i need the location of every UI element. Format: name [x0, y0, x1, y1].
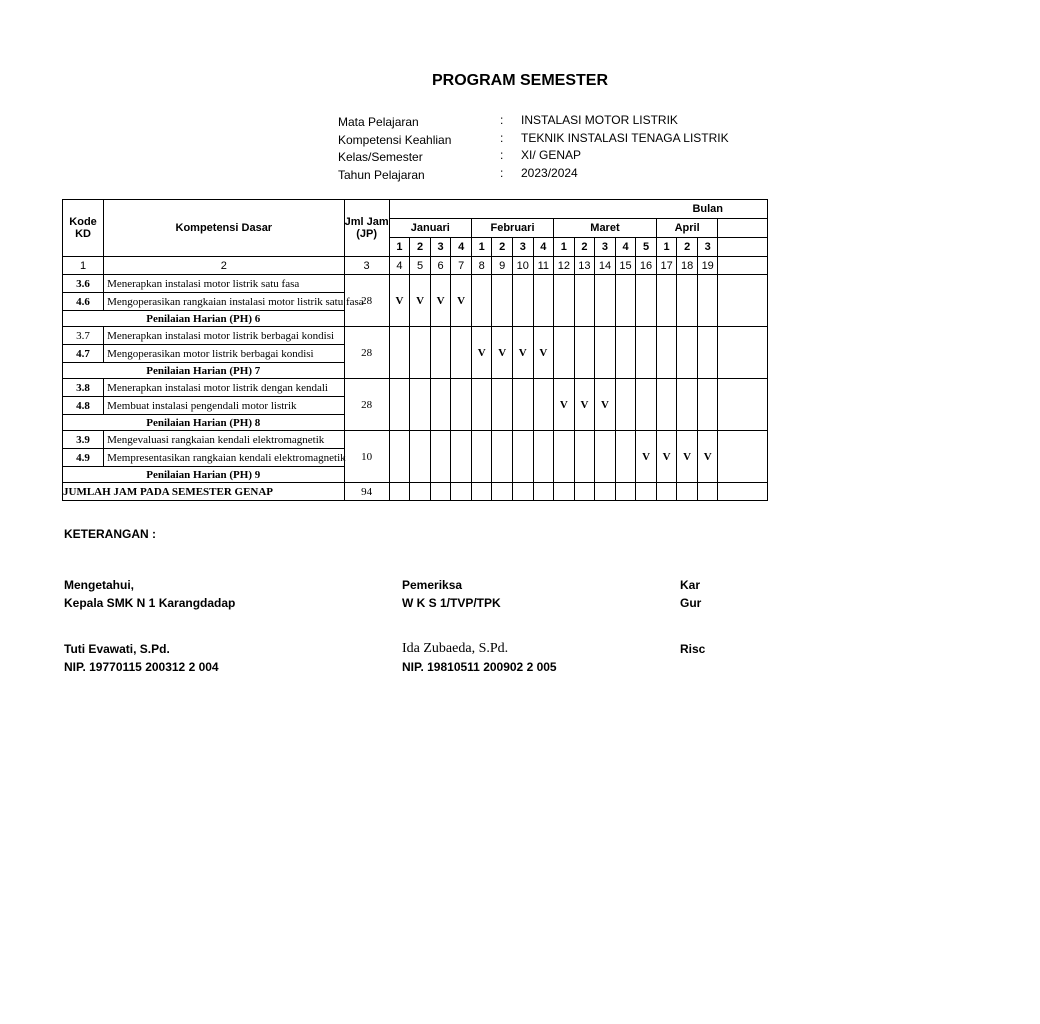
colon: : [500, 130, 504, 145]
kd-code: 3.9 [63, 431, 104, 449]
empty-week-cell [492, 275, 513, 327]
empty-week-cell [533, 275, 554, 327]
check-mark: V [513, 327, 534, 379]
check-mark: V [492, 327, 513, 379]
empty-week-cell [492, 379, 513, 431]
empty-week-cell [430, 431, 451, 483]
kd-code: 4.7 [63, 345, 104, 363]
keterangan-label: KETERANGAN : [64, 527, 156, 541]
empty-week-cell [533, 379, 554, 431]
empty-week-cell [595, 275, 616, 327]
empty-week-cell [574, 483, 595, 501]
index-number: 3 [344, 257, 389, 275]
empty-week-cell [718, 431, 768, 483]
empty-week-cell [677, 327, 698, 379]
header-bulan: Bulan [389, 200, 767, 219]
empty-week-cell [389, 379, 410, 431]
empty-week-cell [697, 379, 718, 431]
empty-week-cell [554, 431, 575, 483]
week-number: 3 [430, 238, 451, 257]
check-mark: V [471, 327, 492, 379]
empty-week-cell [471, 431, 492, 483]
empty-week-cell [430, 379, 451, 431]
month-header: Februari [471, 219, 553, 238]
jam-value: 10 [344, 431, 389, 483]
total-value: 94 [344, 483, 389, 501]
program-semester-table [62, 199, 723, 511]
info-colons [500, 112, 503, 182]
info-value-kelas: XI/ GENAP [521, 148, 582, 162]
colon: : [500, 113, 504, 127]
index-number: 11 [533, 257, 554, 275]
kd-description: Menerapkan instalasi motor listrik berbagai kondisi [104, 327, 344, 345]
empty-week-cell [595, 483, 616, 501]
empty-week-cell [656, 379, 677, 431]
index-number: 2 [104, 257, 344, 275]
info-label-kompetensi: Kompetensi Keahlian [338, 132, 452, 147]
colon: : [500, 148, 504, 162]
header-jml-jam: Jml Jam (JP) [344, 200, 389, 257]
empty-week-cell [636, 483, 657, 501]
empty-week-cell [410, 379, 431, 431]
empty-week-cell [574, 431, 595, 483]
sig-nip: NIP. 19770115 200312 2 004 [64, 660, 219, 674]
check-mark: V [677, 431, 698, 483]
kd-code: 3.8 [63, 379, 104, 397]
kd-description: Menerapkan instalasi motor listrik dengan kendali [104, 379, 344, 397]
empty-week-cell [697, 275, 718, 327]
kd-description: Mengevaluasi rangkaian kendali elektromagnetik [104, 431, 344, 449]
index-number: 10 [513, 257, 534, 275]
empty-week-cell [492, 483, 513, 501]
empty-week-cell [718, 483, 768, 501]
index-number: 16 [636, 257, 657, 275]
jam-value: 28 [344, 275, 389, 327]
info-label-mapel: Mata Pelajaran [338, 115, 419, 129]
penilaian-harian-label: Penilaian Harian (PH) 8 [63, 415, 345, 431]
week-number: 3 [595, 238, 616, 257]
empty-week-cell [554, 483, 575, 501]
week-number: 4 [451, 238, 472, 257]
sig-nip: NIP. 19810511 200902 2 005 [402, 660, 557, 674]
kd-description: Menerapkan instalasi motor listrik satu fasa [104, 275, 344, 293]
week-number: 1 [389, 238, 410, 257]
empty-week-cell [389, 431, 410, 483]
index-number: 4 [389, 257, 410, 275]
empty-week-cell [697, 483, 718, 501]
penilaian-harian-label: Penilaian Harian (PH) 6 [63, 311, 345, 327]
kd-row [63, 379, 768, 397]
check-mark: V [451, 275, 472, 327]
sig-name: Ida Zubaeda, S.Pd. [402, 641, 509, 656]
info-label-tahun: Tahun Pelajaran [338, 167, 425, 182]
sig-position: Gur [680, 596, 702, 610]
empty-week-cell [595, 327, 616, 379]
sig-role: Mengetahui, [64, 578, 135, 592]
empty-week-cell [471, 275, 492, 327]
empty-week-cell [554, 275, 575, 327]
index-number: 19 [697, 257, 718, 275]
week-number: 1 [471, 238, 492, 257]
week-number-blank [718, 238, 768, 257]
kd-description: Mempresentasikan rangkaian kendali elektromagnetik [104, 449, 344, 467]
check-mark: V [410, 275, 431, 327]
week-number: 3 [513, 238, 534, 257]
sig-name: Risc [680, 642, 706, 656]
empty-week-cell [656, 327, 677, 379]
empty-week-cell [636, 275, 657, 327]
total-row [63, 483, 768, 501]
sig-role: Kar [680, 578, 701, 592]
index-number: 12 [554, 257, 575, 275]
check-mark: V [656, 431, 677, 483]
index-number: 8 [471, 257, 492, 275]
kd-code: 3.6 [63, 275, 104, 293]
empty-week-cell [677, 483, 698, 501]
empty-week-cell [718, 379, 768, 431]
info-value-kompetensi: TEKNIK INSTALASI TENAGA LISTRIK [521, 130, 729, 145]
index-row [63, 257, 768, 275]
empty-week-cell [471, 379, 492, 431]
kd-description: Mengoperasikan motor listrik berbagai kondisi [104, 345, 344, 363]
empty-week-cell [513, 379, 534, 431]
check-mark: V [554, 379, 575, 431]
index-number: 18 [677, 257, 698, 275]
month-header-blank [718, 219, 768, 238]
empty-week-cell [636, 379, 657, 431]
empty-week-cell [451, 327, 472, 379]
kd-code: 4.8 [63, 397, 104, 415]
empty-week-cell [718, 327, 768, 379]
week-number: 1 [554, 238, 575, 257]
empty-week-cell [513, 483, 534, 501]
week-number: 5 [636, 238, 657, 257]
index-number: 14 [595, 257, 616, 275]
month-header: April [656, 219, 718, 238]
empty-week-cell [389, 483, 410, 501]
penilaian-harian-label: Penilaian Harian (PH) 9 [63, 467, 345, 483]
kd-code: 4.6 [63, 293, 104, 311]
empty-week-cell [615, 431, 636, 483]
empty-week-cell [615, 379, 636, 431]
signature-guru [680, 576, 706, 658]
kd-row [63, 275, 768, 293]
check-mark: V [533, 327, 554, 379]
empty-week-cell [615, 275, 636, 327]
empty-week-cell [471, 483, 492, 501]
empty-week-cell [636, 327, 657, 379]
info-label-kelas: Kelas/Semester [338, 150, 423, 164]
week-number: 4 [615, 238, 636, 257]
empty-week-cell [430, 327, 451, 379]
kd-description: Membuat instalasi pengendali motor listrik [104, 397, 344, 415]
empty-week-cell [451, 379, 472, 431]
kd-row [63, 431, 768, 449]
empty-week-cell [451, 431, 472, 483]
empty-week-cell [677, 379, 698, 431]
sig-name: Tuti Evawati, S.Pd. [64, 642, 170, 656]
check-mark: V [430, 275, 451, 327]
header-row [63, 200, 768, 219]
index-number: 7 [451, 257, 472, 275]
empty-week-cell [389, 327, 410, 379]
colon: : [500, 165, 504, 180]
index-number-blank [718, 257, 768, 275]
index-number: 13 [574, 257, 595, 275]
empty-week-cell [513, 275, 534, 327]
empty-week-cell [513, 431, 534, 483]
jam-value: 28 [344, 379, 389, 431]
index-number: 6 [430, 257, 451, 275]
month-header: Maret [554, 219, 657, 238]
schedule-grid [62, 199, 768, 501]
kd-row [63, 327, 768, 345]
empty-week-cell [697, 327, 718, 379]
index-number: 17 [656, 257, 677, 275]
empty-week-cell [533, 483, 554, 501]
empty-week-cell [554, 327, 575, 379]
empty-week-cell [718, 275, 768, 327]
empty-week-cell [615, 327, 636, 379]
week-number: 4 [533, 238, 554, 257]
penilaian-harian-label: Penilaian Harian (PH) 7 [63, 363, 345, 379]
check-mark: V [697, 431, 718, 483]
kd-description: Mengoperasikan rangkaian instalasi motor listrik satu fasa [104, 293, 344, 311]
info-values [521, 112, 729, 182]
kd-code: 3.7 [63, 327, 104, 345]
month-header: Januari [389, 219, 471, 238]
sig-position: Kepala SMK N 1 Karangdadap [64, 596, 236, 610]
empty-week-cell [533, 431, 554, 483]
index-number: 9 [492, 257, 513, 275]
check-mark: V [574, 379, 595, 431]
check-mark: V [389, 275, 410, 327]
index-number: 5 [410, 257, 431, 275]
empty-week-cell [574, 327, 595, 379]
signature-kepala [64, 576, 235, 676]
empty-week-cell [410, 431, 431, 483]
sig-role: Pemeriksa [402, 578, 463, 592]
check-mark: V [595, 379, 616, 431]
empty-week-cell [410, 327, 431, 379]
week-number: 3 [697, 238, 718, 257]
week-number: 2 [492, 238, 513, 257]
week-number: 2 [410, 238, 431, 257]
page-title: PROGRAM SEMESTER [431, 72, 608, 89]
empty-week-cell [410, 483, 431, 501]
empty-week-cell [615, 483, 636, 501]
signature-pemeriksa [402, 576, 557, 676]
empty-week-cell [451, 483, 472, 501]
sig-position: W K S 1/TVP/TPK [402, 596, 501, 610]
check-mark: V [636, 431, 657, 483]
info-labels [338, 114, 451, 184]
index-number: 15 [615, 257, 636, 275]
info-value-tahun: 2023/2024 [521, 165, 578, 180]
empty-week-cell [574, 275, 595, 327]
empty-week-cell [656, 483, 677, 501]
empty-week-cell [656, 275, 677, 327]
index-number: 1 [63, 257, 104, 275]
empty-week-cell [430, 483, 451, 501]
info-value-mapel: INSTALASI MOTOR LISTRIK [521, 113, 678, 127]
empty-week-cell [492, 431, 513, 483]
total-label: JUMLAH JAM PADA SEMESTER GENAP [63, 483, 345, 501]
week-number: 2 [574, 238, 595, 257]
header-kode-kd: Kode KD [63, 200, 104, 257]
header-kompetensi-dasar: Kompetensi Dasar [104, 200, 344, 257]
empty-week-cell [677, 275, 698, 327]
week-number: 2 [677, 238, 698, 257]
empty-week-cell [595, 431, 616, 483]
kd-code: 4.9 [63, 449, 104, 467]
jam-value: 28 [344, 327, 389, 379]
week-number: 1 [656, 238, 677, 257]
